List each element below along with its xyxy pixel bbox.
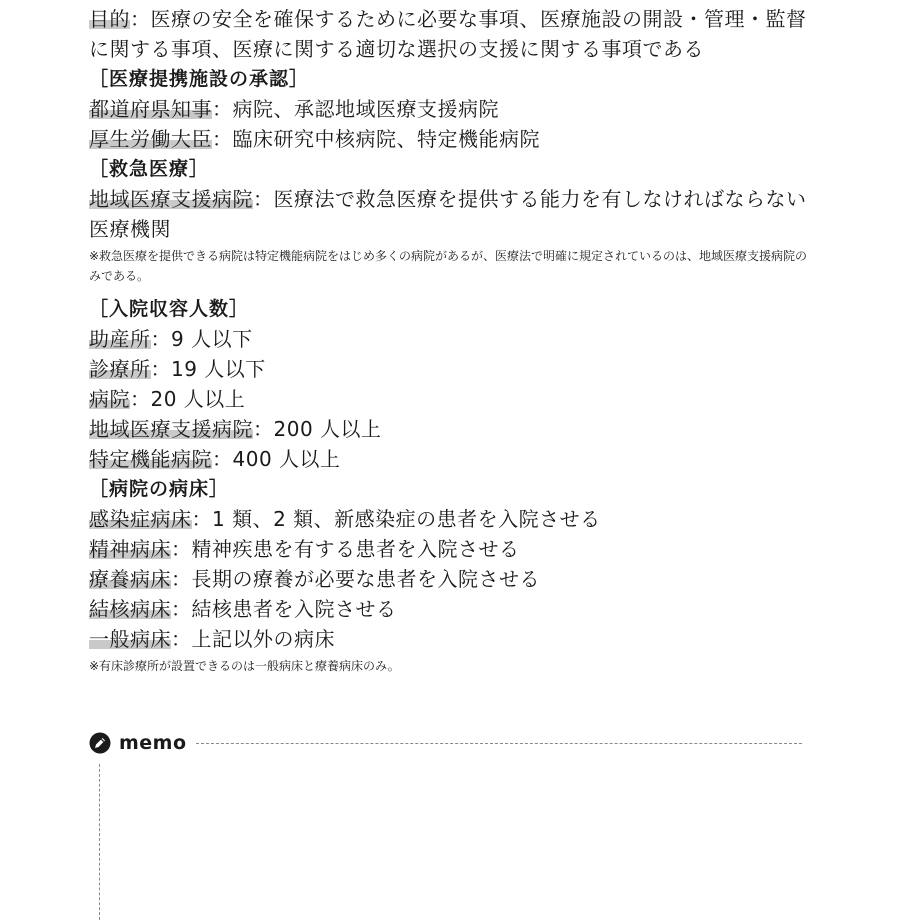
- approval-heading: ［医療提携施設の承認］: [89, 68, 310, 90]
- capacity-term: 診療所: [89, 357, 151, 381]
- capacity-term: 特定機能病院: [89, 447, 212, 471]
- beds-item: [89, 594, 809, 624]
- capacity-item: [89, 414, 809, 444]
- beds-term: 感染症病床: [89, 507, 192, 531]
- capacity-term: 地域医療支援病院: [89, 417, 253, 441]
- capacity-heading: ［入院収容人数］: [89, 298, 250, 320]
- capacity-text: ：9 人以下: [150, 327, 253, 351]
- beds-text: ：上記以外の病床: [171, 627, 335, 651]
- approval-term: 都道府県知事: [89, 97, 212, 121]
- capacity-text: ：20 人以上: [130, 387, 246, 411]
- beds-heading: ［病院の病床］: [89, 478, 230, 500]
- beds-item: [89, 624, 809, 654]
- content-area: [89, 4, 809, 676]
- emergency-note: ※救急医療を提供できる病院は特定機能病院をはじめ多くの病院があるが、医療法で明確に規定されているのは、地域医療支援病院のみである。: [89, 249, 808, 283]
- emergency-text: ：医療法で救急医療を提供する能力を有しなければならない医療機関: [89, 187, 807, 241]
- capacity-text: ：200 人以上: [253, 417, 382, 441]
- beds-note: ※有床診療所が設置できるのは一般病床と療養病床のみ。: [89, 659, 400, 673]
- approval-text: ：臨床研究中核病院、特定機能病院: [212, 127, 540, 151]
- beds-term: 療養病床: [89, 567, 171, 591]
- capacity-term: 助産所: [89, 327, 151, 351]
- memo-label: memo: [119, 732, 187, 754]
- emergency-term: 地域医療支援病院: [89, 187, 253, 211]
- memo-top-divider: [196, 743, 802, 744]
- approval-term: 厚生労働大臣: [89, 127, 212, 151]
- purpose-term: 目的: [89, 7, 130, 31]
- beds-text: ：結核患者を入院させる: [171, 597, 397, 621]
- beds-term: 精神病床: [89, 537, 171, 561]
- beds-text: ：1 類、2 類、新感染症の患者を入院させる: [191, 507, 601, 531]
- emergency-paragraph: [89, 184, 809, 244]
- capacity-text: ：400 人以上: [212, 447, 341, 471]
- beds-text: ：長期の療養が必要な患者を入院させる: [171, 567, 540, 591]
- memo-left-divider: [99, 764, 100, 920]
- beds-item: [89, 564, 809, 594]
- beds-term: 結核病床: [89, 597, 171, 621]
- pencil-circle-icon: [89, 732, 111, 754]
- beds-item: [89, 534, 809, 564]
- beds-term: 一般病床: [89, 627, 171, 651]
- capacity-item: [89, 444, 809, 474]
- approval-item: [89, 94, 809, 124]
- memo-header: [89, 732, 187, 754]
- emergency-heading: ［救急医療］: [89, 158, 210, 180]
- approval-text: ：病院、承認地域医療支援病院: [212, 97, 499, 121]
- beds-text: ：精神疾患を有する患者を入院させる: [171, 537, 520, 561]
- approval-item: [89, 124, 809, 154]
- purpose-text: ：医療の安全を確保するために必要な事項、医療施設の開設・管理・監督に関する事項、医療に関する適切な選択の支援に関する事項である: [89, 7, 807, 61]
- beds-item: [89, 504, 809, 534]
- capacity-text: ：19 人以下: [150, 357, 266, 381]
- capacity-item: [89, 354, 809, 384]
- capacity-item: [89, 324, 809, 354]
- capacity-item: [89, 384, 809, 414]
- capacity-term: 病院: [89, 387, 130, 411]
- purpose-paragraph: [89, 4, 809, 64]
